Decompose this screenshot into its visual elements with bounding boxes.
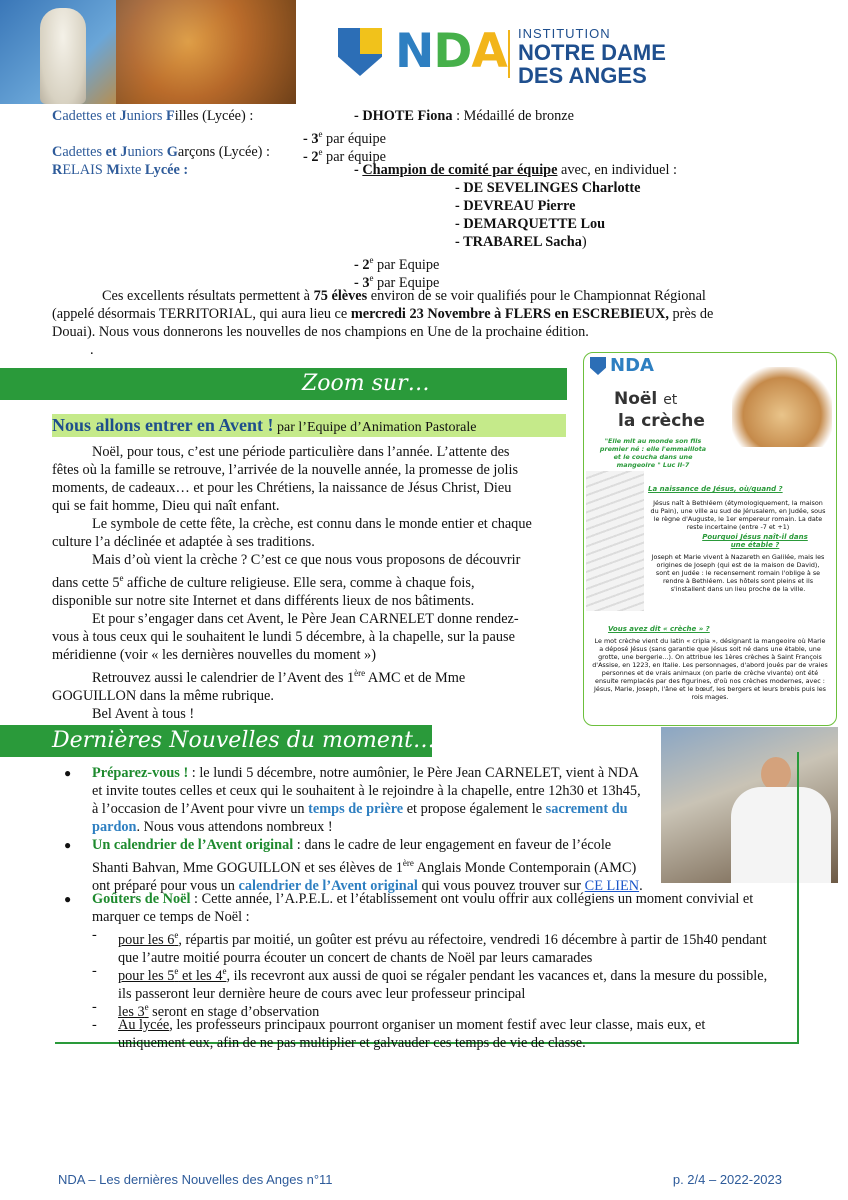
news-section-title: Dernières Nouvelles du moment… xyxy=(52,728,435,753)
crest-logo xyxy=(338,28,382,76)
result-value-3rd: - 3e par Equipe xyxy=(354,273,440,291)
poster-heading-2: Pourquoi Jésus naît-il dans une étable ? xyxy=(702,533,808,549)
result-value-boys: - 2e par équipe xyxy=(303,147,386,165)
avent-article: Noël, pour tous, c’est une période particulière dans l’année. L’attente des fêtes où la famille se retrouve, l’arrivée de la nouvelle année, la promesse de jolis moments, de cadeaux… et pour les Chrétiens, la naissance de Jésus Christ, Dieu qui se fait homme, Dieu qui naît enfant. Le symbole de cette fête, la crèche, est connu dans le monde entier et chaque culture l’a déclinée et adaptée à ses traditions. Mais d’où vient la crèche ? C’est ce que nous vous proposons de découvrir dans cette 5e affiche de culture religieuse. Elle sera, comme à chaque fois, disponible sur notre site Internet et dans différents lieux de nos bâtiments. Et pour s’engager dans cet Avent, le Père Jean CARNELET donne rendez- vous à tous ceux qui le souhaitent le lundi 5 décembre, à la chapelle, sur la pause méridienne (voir « les dernières nouvelles du moment ») Retrouvez aussi le calendrier de l’Avent des 1ère AMC et de Mme GOGUILLON dans la même rubrique. Bel Avent à tous ! xyxy=(52,444,532,722)
header-photo xyxy=(0,0,296,104)
statue-image xyxy=(40,8,86,104)
relay-name: - DEVREAU Pierre xyxy=(455,198,576,214)
poster-map-image xyxy=(586,471,644,611)
poster-heading-1: La naissance de Jésus, où/quand ? xyxy=(648,485,783,493)
dash: - xyxy=(92,963,97,979)
result-label-boys: Cadettes et Juniors Garçons (Lycée) : xyxy=(52,144,270,160)
poster-quote: "Elle mit au monde son fils premier né : elle l'emmaillota et le coucha dans une mangeoire " Luc II-7 xyxy=(599,437,707,469)
nda-logo: NDA xyxy=(395,24,507,79)
news-item-calendar: Un calendrier de l’Avent original : dans le cadre de leur engagement en faveur de l’école Shanti Bahvan, Mme GOGUILLON et ses élèves de 1ère Anglais Monde Contemporain (AMC) ont préparé pour vous un calendrier de l’Avent original qui vous pouvez trouver sur CE LIEN. xyxy=(92,837,643,894)
autumn-leaves-image xyxy=(116,0,296,104)
bullet-icon: ● xyxy=(64,892,72,906)
ce-lien-link[interactable]: CE LIEN xyxy=(584,877,640,894)
relay-name: - TRABAREL Sacha) xyxy=(455,234,587,250)
poster-heading-3: Vous avez dit « crèche » ? xyxy=(608,625,710,633)
poster-text-2: Joseph et Marie vivent à Nazareth en Galilée, mais les origines de Joseph (qui est de la maison de David), sont en Judée : le recensement romain l'oblige à se rendre à Bethléem. Les hôtels sont pleins et ils s'installent dans un lieu proche de la ville. xyxy=(651,553,825,593)
poster-text-3: Le mot crèche vient du latin « cripia », désignant la mangeoire où Marie a déposé Jésus (sans garantie que Jésus soit né dans une étable, une grotte, une bergerie...). On attribue les 1ères crèches à Saint François d'Assise, en 1223, en Italie. Les personnages, d'abord joués par de vraies personnes et de vrais animaux (on parle de crèche vivante) ont été ensuite remplacés par des figurines, d'où nos crèches modernes, avec : Jésus, Marie, Joseph, l'âne et le bœuf, les bergers et leurs brebis puis les rois mages. xyxy=(592,637,828,701)
avent-heading: Nous allons entrer en Avent ! par l’Equipe d’Animation Pastorale xyxy=(52,415,477,435)
dash: - xyxy=(92,1017,97,1033)
relay-name: - DEMARQUETTE Lou xyxy=(455,216,606,232)
gouter-6e: pour les 6e, répartis par moitié, un goûter est prévu au réfectoire, vendredi 16 décembre à partir de 15h40 pendant que l’autre moitié pourra écouter un concert de chants de Noël par leurs camarades xyxy=(118,930,767,966)
zoom-section-bar xyxy=(0,368,567,400)
result-value-relay: - Champion de comité par équipe avec, en individuel : xyxy=(354,162,677,178)
nativity-image xyxy=(732,367,832,447)
poster-crest xyxy=(590,357,606,375)
institution-name: INSTITUTION NOTRE DAME DES ANGES xyxy=(518,26,666,88)
bullet-icon: ● xyxy=(64,838,72,852)
result-label-relay: RELAIS Mixte Lycée : xyxy=(52,162,189,178)
result-label-girls: Cadettes et Juniors Filles (Lycée) : xyxy=(52,108,254,124)
news-item-gouters: Goûters de Noël : Cette année, l’A.P.E.L. et l’établissement ont voulu offrir aux collégiens un moment convivial et marquer ce temps de Noël : xyxy=(92,891,754,925)
bullet-icon: ● xyxy=(64,766,72,780)
results-paragraph: Ces excellents résultats permettent à 75 élèves environ de se voir qualifiés pour le Championnat Régional (appelé désormais TERRITORIAL, qui aura lieu ce mercredi 23 Novembre à FLERS en ESCREBIEUX, près de Douai). Nous vous donnerons les nouvelles de nos champions en Une de la prochaine édition. xyxy=(52,288,714,340)
stray-dot: . xyxy=(90,342,94,358)
gouter-3e: les 3e seront en stage d’observation xyxy=(118,1002,320,1020)
dash: - xyxy=(92,999,97,1015)
footer-page-number: p. 2/4 – 2022-2023 xyxy=(672,1172,782,1187)
zoom-section-title: Zoom sur… xyxy=(302,371,430,396)
page-footer xyxy=(58,1172,782,1187)
poster-title-line2: la crèche xyxy=(618,411,705,431)
dash: - xyxy=(92,927,97,943)
noel-creche-poster xyxy=(583,352,837,726)
news-item-advent-prayer: Préparez-vous ! : le lundi 5 décembre, notre aumônier, le Père Jean CARNELET, vient à NDA et invite toutes celles et ceux qui le souhaitent à le rejoindre à la chapelle, entre 12h30 et 13h45, à l’occasion de l’Avent pour vivre un temps de prière et propose également le sacrement du pardon. Nous vous attendons nombreux ! xyxy=(92,765,641,835)
logo-divider xyxy=(508,30,510,78)
relay-name: - DE SEVELINGES Charlotte xyxy=(455,180,641,196)
poster-text-1: Jésus naît à Bethléem (étymologiquement, la maison du Pain), une ville au sud de Jérusalem, en Judée, sous le règne d'Auguste, le 1er empereur romain. La date reste incertaine (entre -7 et +1) xyxy=(650,499,826,531)
result-value-2nd: - 2e par Equipe xyxy=(354,255,440,273)
poster-logo: NDA xyxy=(610,355,654,376)
result-value-girls-team: - 3e par équipe xyxy=(303,129,386,147)
poster-title-line1: Noël et xyxy=(614,389,678,409)
result-value-girls: - DHOTE Fiona : Médaillé de bronze xyxy=(354,108,574,124)
footer-title: NDA – Les dernières Nouvelles des Anges n°11 xyxy=(58,1172,333,1187)
gouter-lycee: Au lycée, les professeurs principaux pourront organiser un moment festif avec leur classe, mais eux, et uniquement eux, afin de ne pas multiplier et galvauder ces temps de vie de classe. xyxy=(118,1017,706,1051)
gouter-5e-4e: pour les 5e et les 4e, ils recevront aux aussi de quoi se régaler pendant les vacances et, dans la mesure du possible, ils passeront leur dernière heure de cours avec leur professeur principal xyxy=(118,966,768,1002)
